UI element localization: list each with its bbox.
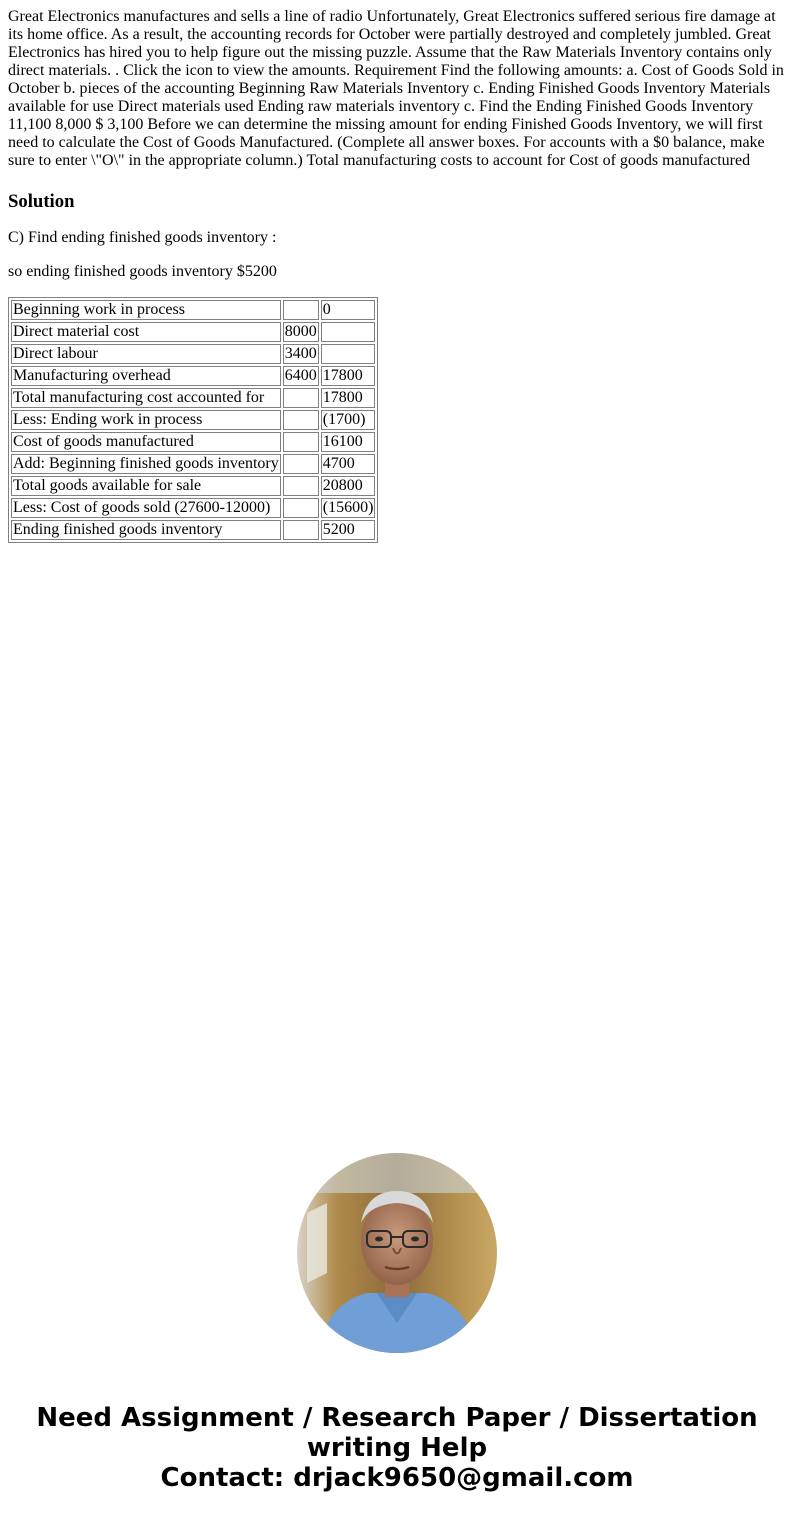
row-label: Direct labour [11, 344, 281, 364]
promo-contact: Contact: drjack9650@gmail.com [160, 1463, 634, 1493]
row-col1 [283, 476, 319, 496]
promo-line-2: writing Help [306, 1433, 488, 1463]
row-col2 [321, 344, 376, 364]
row-col1: 8000 [284, 323, 317, 340]
row-col1 [283, 300, 319, 320]
row-col2: 16100 [321, 432, 376, 452]
tutor-avatar [297, 1153, 497, 1353]
row-col1 [283, 498, 319, 518]
row-label: Manufacturing overhead [11, 366, 281, 386]
row-label: Total manufacturing cost accounted for [11, 388, 281, 408]
row-label: Less: Cost of goods sold (27600-12000) [11, 498, 281, 518]
table-row [11, 388, 375, 408]
table-row [11, 410, 375, 430]
row-col1 [283, 520, 319, 540]
row-col2: 17800 [321, 366, 376, 386]
promo-line-1: Need Assignment / Research Paper / Dissertation [36, 1403, 758, 1433]
table-row [11, 476, 375, 496]
promo-banner [0, 1403, 794, 1493]
solution-line-1: C) Find ending finished goods inventory : [8, 229, 277, 246]
row-label: Add: Beginning finished goods inventory [13, 455, 279, 472]
row-label: Less: Ending work in process [11, 410, 281, 430]
row-label: Total goods available for sale [11, 476, 281, 496]
row-col2: 4700 [321, 454, 376, 474]
row-col2: 17800 [321, 388, 376, 408]
row-col1: 3400 [284, 345, 317, 362]
row-label: Cost of goods manufactured [11, 432, 281, 452]
row-col1: 6400 [284, 367, 317, 384]
row-label: Beginning work in process [11, 300, 281, 320]
row-col2: 5200 [321, 520, 376, 540]
row-label: Ending finished goods inventory [11, 520, 281, 540]
row-col1 [283, 454, 319, 474]
row-col1 [283, 432, 319, 452]
table-row [11, 300, 375, 320]
row-col1 [283, 388, 319, 408]
table-row [11, 432, 375, 452]
table-row [11, 454, 375, 474]
table-row [11, 322, 375, 342]
cost-of-goods-table [8, 297, 378, 543]
row-col2: 0 [321, 300, 376, 320]
row-col1 [283, 410, 319, 430]
table-row [11, 498, 375, 518]
solution-line-2: so ending finished goods inventory $5200 [8, 263, 277, 280]
table-row [11, 366, 375, 386]
row-col2: 20800 [321, 476, 376, 496]
row-label: Direct material cost [11, 322, 281, 342]
solution-heading: Solution [8, 191, 75, 212]
table-row [11, 520, 375, 540]
document-body [8, 8, 786, 543]
table-row [11, 344, 375, 364]
row-col2: (15600) [322, 499, 374, 516]
question-text: Great Electronics manufactures and sells a line of radio Unfortunately, Great Electronics suffered serious fire damage at its home office. As a result, the accounting records for October were partially destroyed and completely jumbled. Great Electronics has hired you to help figure out the missing puzzle. Assume that the Raw Materials Inventory contains only direct materials. . Click the icon to view the amounts. Requirement Find the following amounts: a. Cost of Goods Sold in October b. pieces of the accounting Beginning Raw Materials Inventory c. Ending Finished Goods Inventory Materials available for use Direct materials used Ending raw materials inventory c. Find the Ending Finished Goods Inventory 11,100 8,000 $ 3,100 Before we can determine the missing amount for ending Finished Goods Inventory, we will first need to calculate the Cost of Goods Manufactured. (Complete all answer boxes. For accounts with a $0 balance, make sure to enter \"O\" in the appropriate column.) Total manufacturing costs to account for Cost of goods manufactured [8, 8, 784, 169]
row-col2 [321, 322, 376, 342]
row-col2: (1700) [321, 410, 376, 430]
